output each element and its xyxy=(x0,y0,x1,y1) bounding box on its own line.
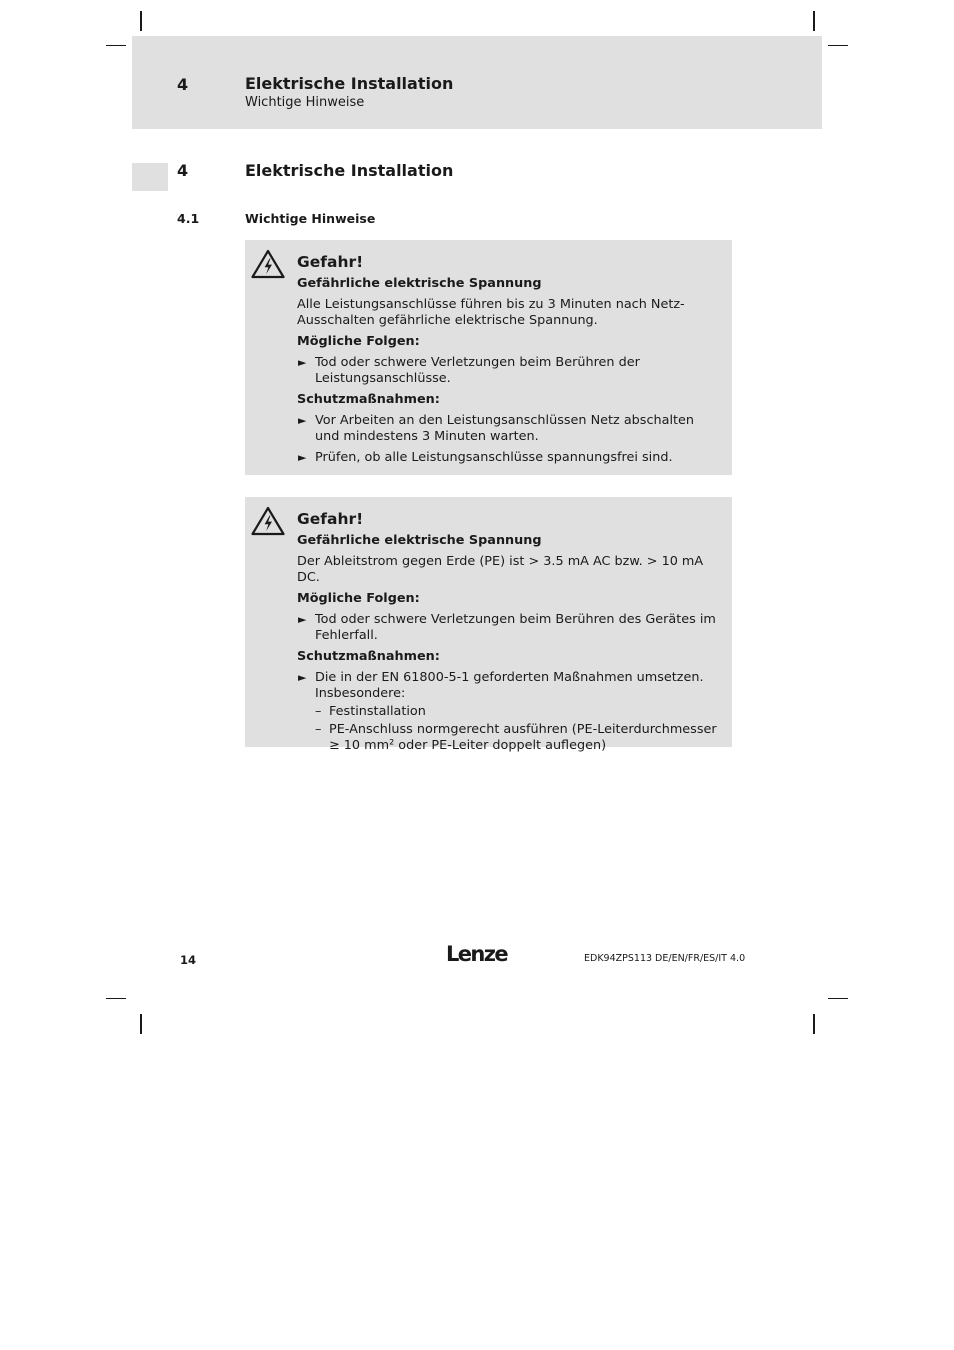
crop-mark xyxy=(140,11,142,31)
list-item: ► Tod oder schwere Verletzungen beim Berühren des Gerätes im Fehlerfall. xyxy=(297,612,720,644)
document-id: EDK94ZPS113 DE/EN/FR/ES/IT 4.0 xyxy=(584,953,746,964)
crop-mark xyxy=(106,998,126,999)
lenze-logo: Lenze xyxy=(446,942,508,966)
measures-label: Schutzmaßnahmen: xyxy=(297,649,440,664)
subsection-number: 4.1 xyxy=(177,211,200,226)
hazard-description: Alle Leistungsanschlüsse führen bis zu 3 Minuten nach Netz-Ausschalten gefährliche elektrische Spannung. xyxy=(297,297,685,328)
measures-list xyxy=(297,670,720,754)
list-item-text: Die in der EN 61800-5-1 geforderten Maßnahmen umsetzen. Insbesondere: xyxy=(315,670,704,701)
warning-title: Gefahr! xyxy=(297,253,364,271)
subsection-title: Wichtige Hinweise xyxy=(245,211,376,226)
crop-mark xyxy=(813,11,815,31)
consequences-list xyxy=(297,355,720,387)
header-section-subtitle: Wichtige Hinweise xyxy=(245,95,365,110)
warning-title: Gefahr! xyxy=(297,510,364,528)
crop-mark xyxy=(828,998,848,999)
sub-measures-list xyxy=(315,704,720,754)
measures-label: Schutzmaßnahmen: xyxy=(297,392,440,407)
page-header xyxy=(132,36,822,129)
list-item: ► Prüfen, ob alle Leistungsanschlüsse spannungsfrei sind. xyxy=(297,450,720,466)
header-chapter-number: 4 xyxy=(177,75,189,94)
list-item xyxy=(297,670,720,754)
consequences-label: Mögliche Folgen: xyxy=(297,591,420,606)
danger-warning-box xyxy=(245,497,732,753)
danger-warning-box xyxy=(245,240,732,475)
crop-mark xyxy=(813,1014,815,1034)
list-item: ► Tod oder schwere Verletzungen beim Berühren der Leistungsanschlüsse. xyxy=(297,355,720,387)
section-number: 4 xyxy=(177,161,189,180)
crop-mark xyxy=(140,1014,142,1034)
chapter-tab-marker xyxy=(132,163,168,191)
hazard-description: Der Ableitstrom gegen Erde (PE) ist > 3.5 mA AC bzw. > 10 mA DC. xyxy=(297,554,704,585)
consequences-label: Mögliche Folgen: xyxy=(297,334,420,349)
section-title: Elektrische Installation xyxy=(245,161,454,180)
consequences-list xyxy=(297,612,720,644)
header-chapter-title: Elektrische Installation xyxy=(245,74,454,93)
measures-list xyxy=(297,413,720,466)
sub-list-item: – PE-Anschluss normgerecht ausführen (PE-Leiterdurchmesser ≥ 10 mm² oder PE-Leiter doppelt auflegen) xyxy=(315,722,720,754)
crop-mark xyxy=(106,45,126,46)
electric-hazard-icon xyxy=(251,249,285,279)
crop-mark xyxy=(828,45,848,46)
sub-list-item: – Festinstallation xyxy=(315,704,720,720)
page-number: 14 xyxy=(180,953,197,967)
list-item: ► Vor Arbeiten an den Leistungsanschlüssen Netz abschalten und mindestens 3 Minuten warten. xyxy=(297,413,720,445)
electric-hazard-icon xyxy=(251,506,285,536)
hazard-type: Gefährliche elektrische Spannung xyxy=(297,533,542,548)
hazard-type: Gefährliche elektrische Spannung xyxy=(297,276,542,291)
